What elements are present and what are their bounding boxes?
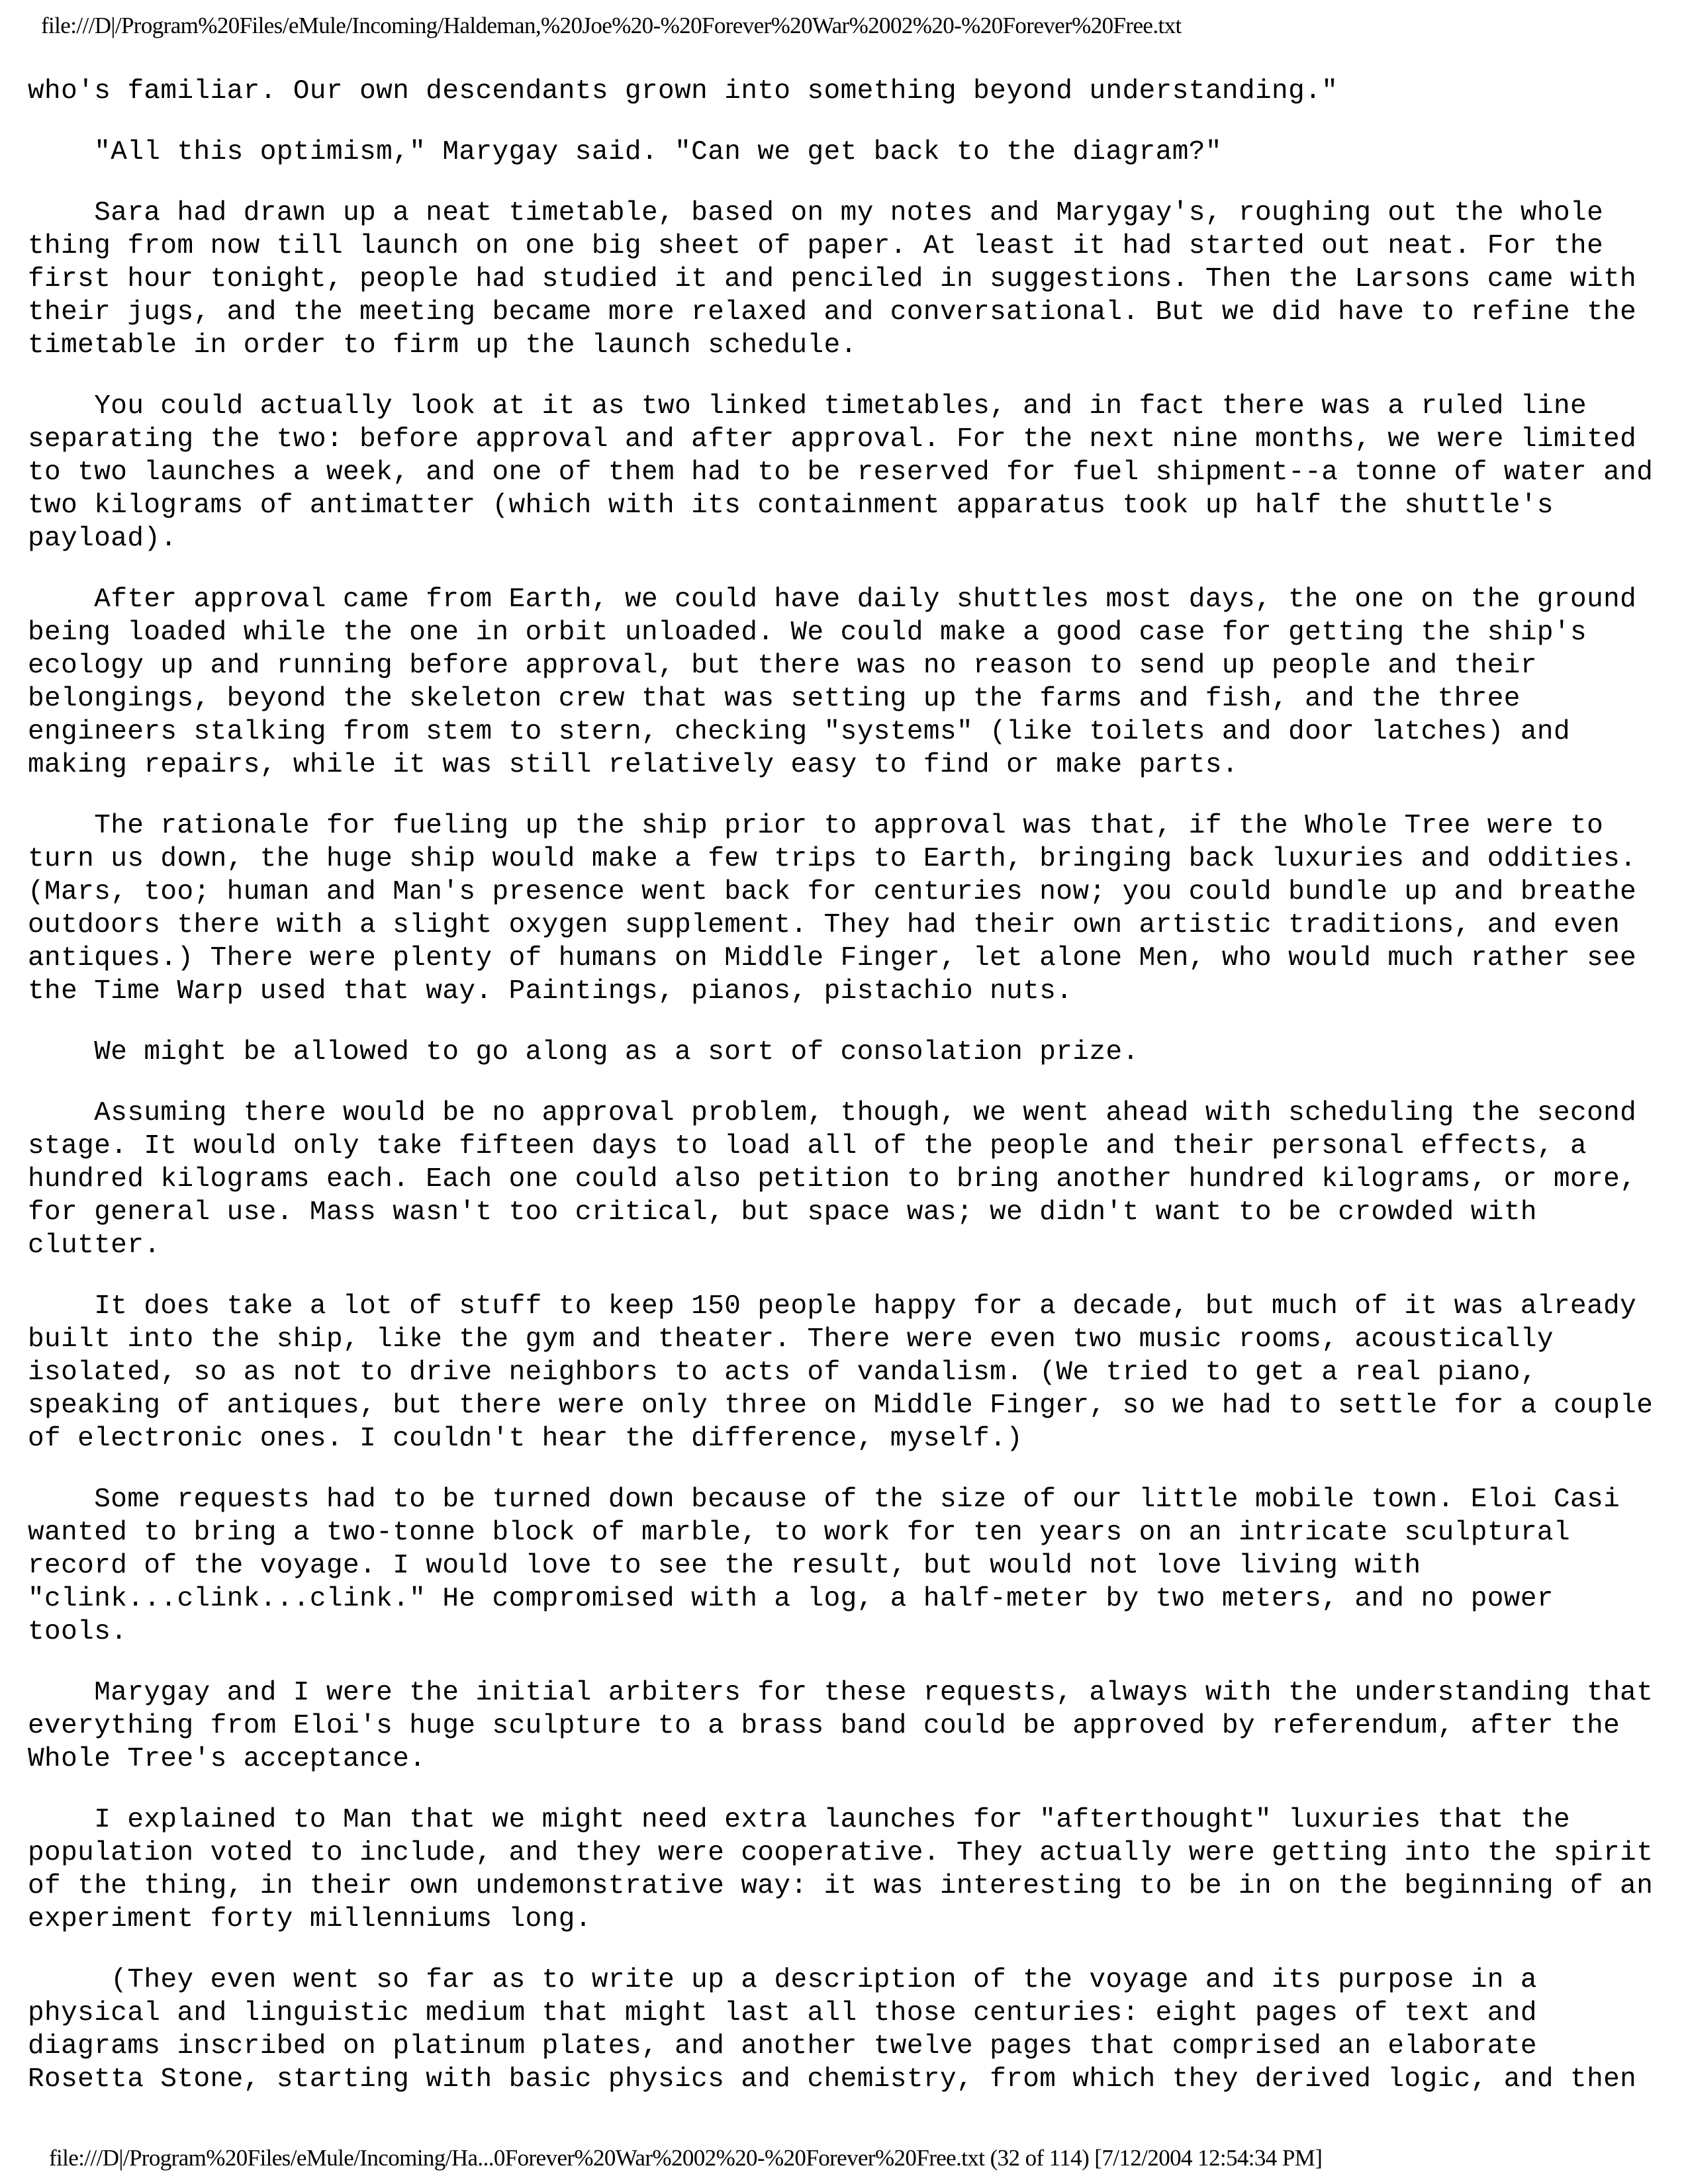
header-file-url: file:///D|/Program%20Files/eMule/Incoming/Haldeman,%20Joe%20-%20Forever%20War%2002%20-%20Forever%20Free.txt (41, 13, 1182, 38)
paragraph: We might be allowed to go along as a sort of consolation prize. (28, 1037, 1139, 1068)
paragraph: who's familiar. Our own descendants grown into something beyond understanding." (28, 76, 1338, 107)
paragraph: I explained to Man that we might need extra launches for "afterthought" luxuries that the population voted to include, and they were cooperative. They actually were getting into the spirit of the thing, in their own undemonstrative way: it was interesting to be in on the beginning of an experiment forty millenniums long. (28, 1805, 1654, 1934)
paragraph: Assuming there would be no approval problem, though, we went ahead with scheduling the second stage. It would only take fifteen days to load all of the people and their personal effects, a hundred kilograms each. Each one could also petition to bring another hundred kilograms, or more, for general use. Mass wasn't too critical, but space was; we didn't want to be crowded with clutter. (28, 1098, 1637, 1261)
document-body (28, 75, 1663, 2124)
paragraph: The rationale for fueling up the ship prior to approval was that, if the Whole Tree were to turn us down, the huge ship would make a few trips to Earth, bringing back luxuries and oddities. (Mars, too; human and Man's presence went back for centuries now; you could bundle up and breathe outdoors there with a slight oxygen supplement. They had their own artistic traditions, and even antiques.) There were plenty of humans on Middle Finger, let alone Men, who would much rather see the Time Warp used that way. Paintings, pianos, pistachio nuts. (28, 811, 1637, 1007)
paragraph: Sara had drawn up a neat timetable, based on my notes and Marygay's, roughing out the whole thing from now till launch on one big sheet of paper. At least it had started out neat. For the first hour tonight, people had studied it and penciled in suggestions. Then the Larsons came with their jugs, and the meeting became more relaxed and conversational. But we did have to refine the timetable in order to firm up the launch schedule. (28, 198, 1637, 361)
paragraph: After approval came from Earth, we could have daily shuttles most days, the one on the ground being loaded while the one in orbit unloaded. We could make a good case for getting the ship's ecology up and running before approval, but there was no reason to send up people and their belongings, beyond the skeleton crew that was setting up the farms and fish, and the three engineers stalking from stem to stern, checking "systems" (like toilets and door latches) and making repairs, while it was still relatively easy to find or make parts. (28, 584, 1637, 780)
paragraph: Some requests had to be turned down because of the size of our little mobile town. Eloi Casi wanted to bring a two-tonne block of marble, to work for ten years on an intricate sculptural record of the voyage. I would love to see the result, but would not love living with "clink...clink...clink." He compromised with a log, a half-meter by two meters, and no power tools. (28, 1484, 1620, 1647)
footer-page-info: file:///D|/Program%20Files/eMule/Incoming/Ha...0Forever%20War%2002%20-%20Forever%20Free.txt (32 of 114) [7/12/2004 12:54:34 PM] (49, 2145, 1323, 2171)
paragraph: "All this optimism," Marygay said. "Can we get back to the diagram?" (28, 137, 1222, 167)
paragraph: Marygay and I were the initial arbiters for these requests, always with the understanding that everything from Eloi's huge sculpture to a brass band could be approved by referendum, after the Whole Tree's acceptance. (28, 1678, 1654, 1774)
paragraph: (They even went so far as to write up a description of the voyage and its purpose in a physical and linguistic medium that might last all those centuries: eight pages of text and diagrams inscribed on platinum plates, and another twelve pages that comprised an elaborate Rosetta Stone, starting with basic physics and chemistry, from which they derived logic, and then (28, 1965, 1637, 2095)
paragraph: You could actually look at it as two linked timetables, and in fact there was a ruled line separating the two: before approval and after approval. For the next nine months, we were limited to two launches a week, and one of them had to be reserved for fuel shipment--a tonne of water and two kilograms of antimatter (which with its containment apparatus took up half the shuttle's payload). (28, 391, 1654, 554)
paragraph: It does take a lot of stuff to keep 150 people happy for a decade, but much of it was already built into the ship, like the gym and theater. There were even two music rooms, acoustically isolated, so as not to drive neighbors to acts of vandalism. (We tried to get a real piano, speaking of antiques, but there were only three on Middle Finger, so we had to settle for a couple of electronic ones. I couldn't hear the difference, myself.) (28, 1291, 1654, 1454)
